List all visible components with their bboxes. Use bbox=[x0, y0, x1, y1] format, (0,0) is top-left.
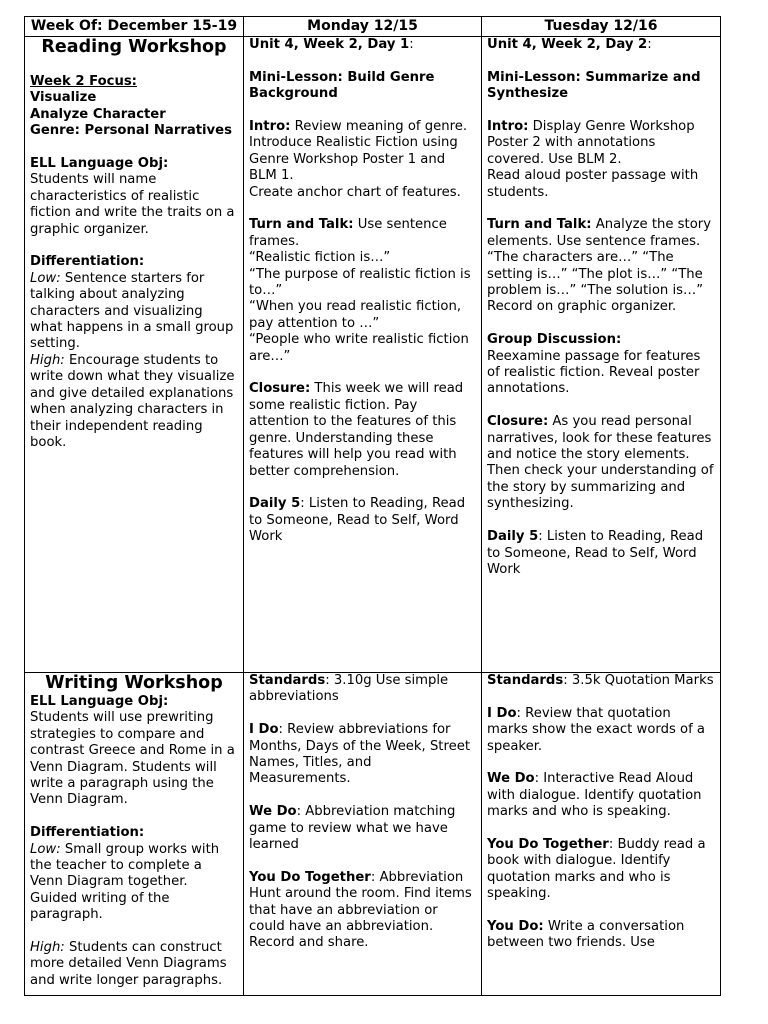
i-do-block bbox=[249, 722, 476, 788]
focus-item: Visualize bbox=[30, 90, 97, 106]
you-do-together-text: : Buddy read a book with dialogue. Identify quotation marks and who is speaking. bbox=[487, 837, 706, 902]
daily5-label: Daily 5 bbox=[487, 529, 539, 545]
reading-overview-cell bbox=[25, 37, 244, 673]
closure-text: As you read personal narratives, look for these features and notice the story elements. Then check your understanding of the story by summarizing and synthesizing. bbox=[487, 414, 714, 512]
i-do-label: I Do bbox=[487, 705, 517, 721]
low-label: Low: bbox=[30, 270, 61, 286]
turn-and-talk-block bbox=[249, 217, 476, 365]
tuesday-header: Tuesday 12/16 bbox=[482, 17, 721, 37]
low-text: Small group works with the teacher to complete a Venn Diagram together. Guided writing of the paragraph. bbox=[30, 841, 220, 923]
unit-day-label: Unit 4, Week 2, Day 2: bbox=[487, 37, 652, 52]
high-label: High: bbox=[30, 352, 65, 368]
high-text: Students can construct more detailed Venn Diagrams and write longer paragraphs. bbox=[30, 940, 227, 988]
you-do-together-text: : Abbreviation Hunt around the room. Find items that have an abbreviation or could have an abbreviation. Record and share. bbox=[249, 869, 472, 951]
you-do-together-label: You Do Together bbox=[487, 837, 609, 853]
we-do-block bbox=[249, 804, 476, 853]
you-do-together-label: You Do Together bbox=[249, 869, 371, 885]
standards-block bbox=[249, 673, 476, 706]
intro-text-2: Read aloud poster passage with students. bbox=[487, 168, 699, 200]
sentence-frame: “When you read realistic fiction, pay attention to …” bbox=[249, 299, 462, 331]
reading-tuesday-cell bbox=[482, 37, 721, 673]
low-label: Low: bbox=[30, 841, 61, 857]
reading-focus bbox=[30, 74, 238, 140]
daily5-text: : Listen to Reading, Read to Someone, Read to Self, Word Work bbox=[249, 496, 466, 545]
group-discussion-text: Reexamine passage for features of realistic fiction. Reveal poster annotations. bbox=[487, 348, 701, 397]
low-text: Sentence starters for talking about analyzing characters and visualizing what happens in a small group setting. bbox=[30, 270, 234, 352]
writing-overview-cell bbox=[25, 673, 244, 996]
daily5-label: Daily 5 bbox=[249, 496, 301, 512]
i-do-text: : Review abbreviations for Months, Days of the Week, Street Names, Titles, and Measurements. bbox=[249, 722, 471, 787]
reading-ell-objective bbox=[30, 156, 238, 238]
reading-monday-cell bbox=[244, 37, 482, 673]
week-of-header: Week Of: December 15-19 bbox=[25, 17, 244, 37]
focus-item: Analyze Character bbox=[30, 106, 166, 122]
unit-day-label: Unit 4, Week 2, Day 1: bbox=[249, 37, 414, 52]
intro-block bbox=[487, 119, 715, 201]
ell-text: Students will name characteristics of realistic fiction and write the traits on a graphic organizer. bbox=[30, 172, 235, 237]
standards-block bbox=[487, 673, 715, 689]
turn-and-talk-text: Use sentence frames. bbox=[249, 217, 447, 249]
closure-text: This week we will read some realistic fiction. Pay attention to the features of this genre. Understanding these features will help you read with better comprehension. bbox=[249, 381, 464, 479]
you-do-text: Write a conversation between two friends. Use bbox=[487, 919, 685, 951]
turn-and-talk-text: Analyze the story elements. Use sentence frames. “The characters are…” “The setting is…” “The plot is…” “The problem is…” “The solution is…” bbox=[487, 217, 712, 299]
high-label: High: bbox=[30, 940, 65, 956]
reading-workshop-title: Reading Workshop bbox=[41, 37, 227, 57]
intro-block bbox=[249, 119, 476, 201]
turn-and-talk-label: Turn and Talk: bbox=[487, 217, 592, 233]
i-do-block bbox=[487, 706, 715, 755]
differentiation-heading: Differentiation: bbox=[30, 254, 145, 270]
header-row bbox=[25, 17, 721, 37]
you-do-block bbox=[487, 919, 715, 952]
ell-heading: ELL Language Obj: bbox=[30, 694, 169, 709]
turn-and-talk-text-2: Record on graphic organizer. bbox=[487, 299, 677, 315]
standards-label: Standards bbox=[249, 673, 326, 688]
writing-differentiation bbox=[30, 825, 238, 923]
sentence-frame: “The purpose of realistic fiction is to…” bbox=[249, 266, 471, 299]
daily5-block bbox=[487, 529, 715, 578]
writing-workshop-title: Writing Workshop bbox=[45, 673, 223, 693]
turn-and-talk-block bbox=[487, 217, 715, 315]
reading-row bbox=[25, 37, 721, 673]
i-do-text: : Review that quotation marks show the exact words of a speaker. bbox=[487, 705, 705, 754]
ell-heading: ELL Language Obj: bbox=[30, 156, 169, 172]
you-do-together-block bbox=[249, 870, 476, 952]
daily5-block bbox=[249, 496, 476, 545]
closure-block bbox=[487, 414, 715, 512]
we-do-block bbox=[487, 771, 715, 820]
closure-label: Closure: bbox=[249, 381, 311, 397]
closure-label: Closure: bbox=[487, 414, 549, 430]
you-do-together-block bbox=[487, 837, 715, 903]
writing-monday-cell bbox=[244, 673, 482, 996]
reading-differentiation bbox=[30, 254, 238, 451]
intro-text-2: Create anchor chart of features. bbox=[249, 184, 461, 200]
writing-tuesday-cell bbox=[482, 673, 721, 996]
writing-ell-objective bbox=[30, 694, 238, 809]
lesson-plan-table bbox=[24, 16, 721, 996]
intro-label: Intro: bbox=[249, 119, 291, 134]
focus-item: Genre: Personal Narratives bbox=[30, 123, 232, 139]
writing-row bbox=[25, 673, 721, 996]
group-discussion-block bbox=[487, 332, 715, 398]
turn-and-talk-label: Turn and Talk: bbox=[249, 217, 354, 233]
monday-header: Monday 12/15 bbox=[244, 17, 482, 37]
we-do-label: We Do bbox=[249, 804, 297, 820]
intro-label: Intro: bbox=[487, 119, 529, 134]
we-do-text: : Abbreviation matching game to review what we have learned bbox=[249, 804, 456, 853]
mini-lesson-title: Mini-Lesson: Summarize and Synthesize bbox=[487, 69, 701, 102]
writing-high-differentiation bbox=[30, 940, 238, 989]
sentence-frame: “People who write realistic fiction are…” bbox=[249, 332, 469, 364]
mini-lesson-title: Mini-Lesson: Build Genre Background bbox=[249, 69, 435, 102]
standards-text: : 3.5k Quotation Marks bbox=[563, 673, 714, 688]
differentiation-heading: Differentiation: bbox=[30, 825, 145, 841]
i-do-label: I Do bbox=[249, 722, 279, 738]
intro-text: Display Genre Workshop Poster 2 with annotations covered. Use BLM 2. bbox=[487, 119, 695, 167]
focus-heading: Week 2 Focus: bbox=[30, 74, 137, 89]
you-do-label: You Do: bbox=[487, 919, 544, 935]
daily5-text: : Listen to Reading, Read to Someone, Read to Self, Word Work bbox=[487, 529, 704, 577]
high-text: Encourage students to write down what they visualize and give detailed explanations when analyzing characters in their independent reading book. bbox=[30, 352, 235, 450]
ell-text: Students will use prewriting strategies to compare and contrast Greece and Rome in a Venn Diagram. Students will write a paragraph using the Venn Diagram. bbox=[30, 710, 235, 808]
group-discussion-label: Group Discussion: bbox=[487, 332, 622, 348]
we-do-label: We Do bbox=[487, 771, 535, 787]
standards-text: : 3.10g Use simple abbreviations bbox=[249, 673, 449, 705]
we-do-text: : Interactive Read Aloud with dialogue. Identify quotation marks and who is speaking. bbox=[487, 771, 702, 820]
sentence-frame: “Realistic fiction is…” bbox=[249, 250, 391, 266]
closure-block bbox=[249, 381, 476, 479]
standards-label: Standards bbox=[487, 673, 564, 688]
intro-text: Review meaning of genre. Introduce Realistic Fiction using Genre Workshop Poster 1 and BLM 1. bbox=[249, 119, 468, 184]
